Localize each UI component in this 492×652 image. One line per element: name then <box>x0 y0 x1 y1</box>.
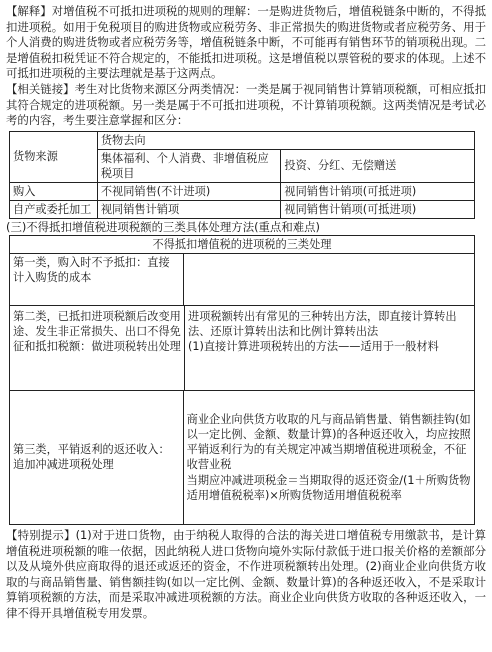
category-2-methods-intro: 进项税额转出有常见的三种转出方法，即直接计算转出法、还原计算转出法和比例计算转出法 <box>188 309 457 339</box>
row-source: 购入 <box>10 182 98 200</box>
row-col1: 不视同销售(不计进项) <box>97 182 281 200</box>
destination-header: 货物去向 <box>97 131 474 149</box>
special-note-paragraph <box>6 528 486 622</box>
related-link-paragraph <box>6 82 486 129</box>
destination-col1: 集体福利、个人消费、非增值税应税项目 <box>97 149 281 182</box>
destination-col2: 投资、分红、无偿赠送 <box>281 149 475 182</box>
row-col1: 视同销售计销项 <box>97 200 281 218</box>
explanation-paragraph <box>6 4 486 82</box>
row-source: 自产或委托加工 <box>10 200 98 218</box>
special-note-text: (1)对于进口货物，由于纳税人取得的合法的海关进口增值税专用缴款书，是计算增值税进项税额的唯一依据，因此纳税人进口货物向境外实际付款低于进口报关价格的差额部分以及从境外供应商取得的退还或返还的资金，不作进项税额转出处理。(2)商业企业向供货方收取的与商品销售量、销售额挂钩(如以一定比例、金额、数量计算)的各种返还收入，不是采取计算销项税额的方法，而是采取冲减进项税额的方法。商业企业向供货方收取的各种返还收入，一律不得开具增值税专用发票。 <box>6 527 486 620</box>
category-2-label: 第二类，已抵扣进项税额后改变用途、发生非正常损失、出口不得免征和抵扣税额：做进项税转出处理 <box>13 309 181 354</box>
category-2-row <box>10 305 475 390</box>
treatment-table-header: 不得抵扣增值税的进项税的三类处理 <box>10 235 475 253</box>
category-1-label: 第一类，购入时不予抵扣：直接计入购货的成本 <box>10 253 184 305</box>
category-3-formula: 当期应冲减进项税金＝当期取得的返还资金/(1＋所购货物适用增值税税率)×所购货物适用增值税税率 <box>186 473 471 502</box>
table-row <box>10 182 475 200</box>
special-note-label: 【特别提示】 <box>6 527 76 542</box>
section-3-title: (三)不得抵扣增值税进项税额的三类具体处理方法(重点和难点) <box>6 219 320 234</box>
row-col2: 视同销售计销项(可抵进项) <box>281 182 475 200</box>
document-page <box>6 4 486 622</box>
related-link-text: 考生对比货物来源区分两类情况：一类是属于视同销售计算销项税额，可相应抵扣其符合规定的进项税额。另一类是属于不可抵扣进项税，不计算销项税额。这两类情况是考试必考的内容，考生要注意掌握和区分： <box>6 81 486 128</box>
explanation-text: 对增值税不可抵扣进项税的规则的理解：一是购进货物后，增值税链条中断的，不得抵扣进项税。如用于免税项目的购进货物或应税劳务、非正常损失的购进货物或者应税劳务、用于个人消费的购进货物或者应税劳务等，增值税链条中断，不可能再有销售环节的销项税出现。二是增值税扣税凭证不符合规定的，不能抵扣进项税。这是增值税以票管税的要求的体现。上述不可抵扣进项税的主要法理就是基于这两点。 <box>6 4 486 81</box>
category-3-description: 商业企业向供货方收取的凡与商品销售量、销售额挂钩(如以一定比例、金额、数量计算)的各种返还收入，均应按照平销返利行为的有关规定冲减当期增值税进项税金，不征收营业税 <box>186 412 471 472</box>
table-row <box>10 200 475 218</box>
category-3-content <box>183 390 474 524</box>
category-2-method-1: (1)直接计算进项税转出的方法——适用于一般材料 <box>188 340 439 354</box>
category-3-label: 第三类，平销返利的返还收入：追加冲减进项税处理 <box>10 390 184 524</box>
explanation-label: 【解释】 <box>6 4 52 18</box>
category-1-content <box>183 253 474 305</box>
treatment-table <box>9 235 475 525</box>
row-col2: 视同销售计销项(可抵进项) <box>281 200 475 218</box>
related-link-label: 【相关链接】 <box>6 81 75 96</box>
category-2-methods <box>188 309 474 355</box>
source-header: 货物来源 <box>10 131 98 182</box>
goods-source-table <box>9 131 475 219</box>
